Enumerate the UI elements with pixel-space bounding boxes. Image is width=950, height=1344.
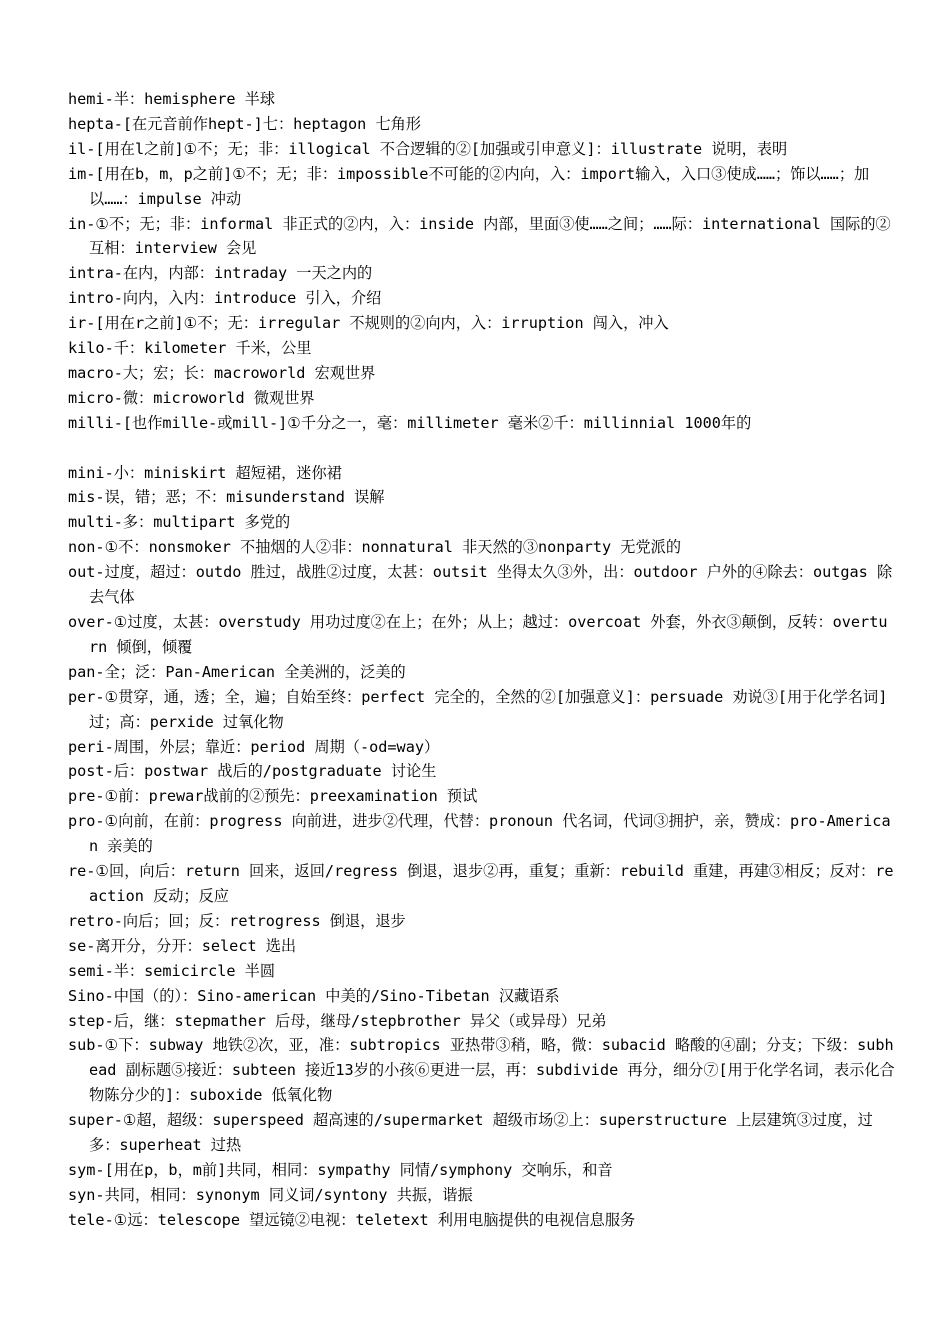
prefix-entry-pre: pre-①前：prewar战前的②预先：preexamination 预试 xyxy=(68,787,478,806)
prefix-entry-hepta: hepta-[在元音前作hept-]七：heptagon 七角形 xyxy=(68,114,422,133)
prefix-entry-syn: syn-共同，相同：synonym 同义词/syntony 共振，谐振 xyxy=(68,1185,473,1204)
prefix-entry-pro: pro-①向前，在前：progress 向前进，进步②代理，代替：pronoun 代名词，代词③拥护，亲，赞成：pro-American 亲美的 xyxy=(68,812,891,856)
prefix-entry-non: non-①不：nonsmoker 不抽烟的人②非：nonnatural 非天然的③nonparty 无党派的 xyxy=(68,538,682,557)
prefix-entry-tele: tele-①远：telescope 望远镜②电视：teletext 利用电脑提供的电视信息服务 xyxy=(68,1210,636,1229)
prefix-entry-sino: Sino-中国（的）：Sino-american 中美的/Sino-Tibetan 汉藏语系 xyxy=(68,986,560,1005)
blank-line xyxy=(68,436,896,461)
prefix-entry-intro: intro-向内，入内：introduce 引入，介绍 xyxy=(68,289,382,308)
prefix-entry-sub: sub-①下：subway 地铁②次，亚，准：subtropics 亚热带③稍，略，微：subacid 略酸的④副；分支；下级：subhead 副标题⑤接近：subteen 接近13岁的小孩⑥更进一层，再：subdivide 再分，细分⑦[用于化学名词，表示化合物陈分少的]：suboxide 低氧化物 xyxy=(68,1036,895,1105)
prefix-entry-post: post-后：postwar 战后的/postgraduate 讨论生 xyxy=(68,762,437,781)
prefix-entry-pan: pan-全；泛：Pan-American 全美洲的，泛美的 xyxy=(68,662,406,681)
prefix-entry-micro: micro-微：microworld 微观世界 xyxy=(68,388,315,407)
prefix-entry-il: il-[用在l之前]①不；无；非：illogical 不合逻辑的②[加强或引申意义]：illustrate 说明，表明 xyxy=(68,139,788,158)
prefix-entry-macro: macro-大；宏；长：macroworld 宏观世界 xyxy=(68,363,376,382)
document-body xyxy=(68,87,896,1233)
prefix-entry-sym: sym-[用在p，b，m前]共同，相同：sympathy 同情/symphony 交响乐，和音 xyxy=(68,1160,613,1179)
prefix-entry-ir: ir-[用在r之前]①不；无：irregular 不规则的②向内，入：irruption 闯入，冲入 xyxy=(68,314,669,333)
prefix-entry-hemi: hemi-半：hemisphere 半球 xyxy=(68,90,276,108)
prefix-entry-out: out-过度，超过：outdo 胜过，战胜②过度，太甚：outsit 坐得太久③外，出：outdoor 户外的④除去：outgas 除去气体 xyxy=(68,563,893,607)
prefix-entry-intra: intra-在内，内部：intraday 一天之内的 xyxy=(68,264,373,283)
prefix-entry-kilo: kilo-千：kilometer 千米，公里 xyxy=(68,339,312,358)
prefix-entry-re: re-①回，向后：return 回来，返回/regress 倒退，退步②再，重复；重新：rebuild 重建，再建③相反；反对：reaction 反动；反应 xyxy=(68,862,894,905)
prefix-entry-in: in-①不；无；非：informal 非正式的②内，入：inside 内部，里面③使……之间；……际：international 国际的②互相：interview 会见 xyxy=(68,214,891,258)
prefix-entry-milli: milli-[也作mille-或mill-]①千分之一，毫：millimeter 毫米②千：millinnial 1000年的 xyxy=(68,413,752,432)
prefix-entry-semi: semi-半：semicircle 半圆 xyxy=(68,961,276,980)
prefix-entry-super: super-①超，超级：superspeed 超高速的/supermarket 超级市场②上：superstructure 上层建筑③过度，过多：superheat 过热 xyxy=(68,1111,873,1155)
prefix-entry-peri: peri-周围，外层；靠近：period 周期（-od=way） xyxy=(68,737,440,756)
prefix-entry-over: over-①过度，太甚：overstudy 用功过度②在上；在外；从上；越过：overcoat 外套，外衣③颠倒，反转：overturn 倾倒，倾覆 xyxy=(68,613,888,656)
prefix-entry-multi: multi-多：multipart 多党的 xyxy=(68,513,291,532)
prefix-entry-im: im-[用在b，m，p之前]①不；无；非：impossible不可能的②内向，入：import输入，入口③使成……；饰以……；加以……：impulse 冲动 xyxy=(68,164,870,208)
prefix-entry-se: se-离开分，分开：select 选出 xyxy=(68,936,297,955)
prefix-entry-step: step-后，继：stepmather 后母，继母/stepbrother 异父（或异母）兄弟 xyxy=(68,1011,607,1030)
prefix-entry-per: per-①贯穿，通，透；全，遍；自始至终：perfect 完全的，全然的②[加强意义]：persuade 劝说③[用于化学名词]过；高：perxide 过氧化物 xyxy=(68,687,888,731)
prefix-entry-retro: retro-向后；回；反：retrogress 倒退，退步 xyxy=(68,911,406,930)
prefix-entry-mis: mis-误，错；恶；不：misunderstand 误解 xyxy=(68,488,385,507)
prefix-entry-mini: mini-小：miniskirt 超短裙，迷你裙 xyxy=(68,463,342,482)
